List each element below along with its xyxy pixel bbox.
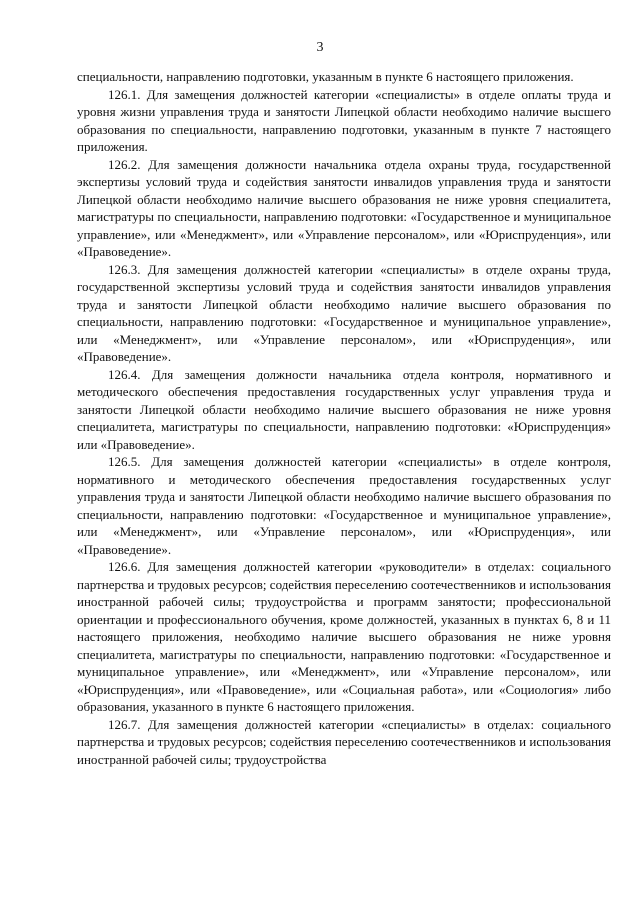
paragraph-continuation: специальности, направлению подготовки, указанным в пункте 6 настоящего приложения. <box>77 69 574 84</box>
page-number: 3 <box>316 40 324 55</box>
paragraph-126-3: 126.3. Для замещения должностей категории «специалисты» в отделе охраны труда, государственной экспертизы условий труда и содействия занятости инвалидов управления труда и занятости Липецкой области необходимо наличие высшего образования по специальности, направлению подготовки: «Государственное и муниципальное управление», или «Менеджмент», или «Управление персоналом», или «Юриспруденция», или «Правоведение». <box>77 261 611 364</box>
paragraph-126-2: 126.2. Для замещения должности начальника отдела охраны труда, государственной экспертизы условий труда и содействия занятости инвалидов управления труда и занятости Липецкой области необходимо наличие высшего образования не ниже уровня специалитета, магистратуры по специальности, направлению подготовки: «Государственное и муниципальное управление», или «Менеджмент», или «Управление персоналом», или «Юриспруденция», или «Правоведение». <box>77 156 611 259</box>
paragraph-126-1: 126.1. Для замещения должностей категории «специалисты» в отделе оплаты труда и уровня жизни управления труда и занятости Липецкой области необходимо наличие высшего образования по специальности, направлению подготовки, указанным в пункте 7 настоящего приложения. <box>77 86 611 154</box>
paragraph-126-4: 126.4. Для замещения должности начальника отдела контроля, нормативного и методического обеспечения предоставления государственных услуг управления труда и занятости Липецкой области необходимо наличие высшего образования не ниже уровня специалитета, магистратуры по специальности, направлению подготовки: «Юриспруденция» или «Правоведение». <box>77 366 611 452</box>
document-body <box>77 68 611 768</box>
paragraph-126-7: 126.7. Для замещения должностей категории «специалисты» в отделах: социального партнерства и трудовых ресурсов; содействия переселению соотечественников и использования иностранной рабочей силы; трудоустройства <box>77 716 611 767</box>
paragraph-126-6: 126.6. Для замещения должностей категории «руководители» в отделах: социального партнерства и трудовых ресурсов; содействия переселению соотечественников и использования иностранной рабочей силы; трудоустройства и программ занятости; профессиональной ориентации и профессионального обучения, кроме должностей, указанных в пунктах 6, 8 и 11 настоящего приложения, необходимо наличие высшего образования не ниже уровня специалитета, магистратуры по специальности, направлению подготовки: «Государственное и муниципальное управление», или «Менеджмент», или «Управление персоналом», или «Юриспруденция», или «Правоведение», или «Социальная работа», или «Социология» либо образования, указанного в пункте 6 настоящего приложения. <box>77 559 611 714</box>
paragraph-126-5: 126.5. Для замещения должностей категории «специалисты» в отделе контроля, нормативного и методического обеспечения предоставления государственных услуг управления труда и занятости Липецкой области необходимо наличие высшего образования по специальности, направлению подготовки: «Государственное и муниципальное управление», или «Менеджмент», или «Управление персоналом», или «Юриспруденция», или «Правоведение». <box>77 454 611 557</box>
